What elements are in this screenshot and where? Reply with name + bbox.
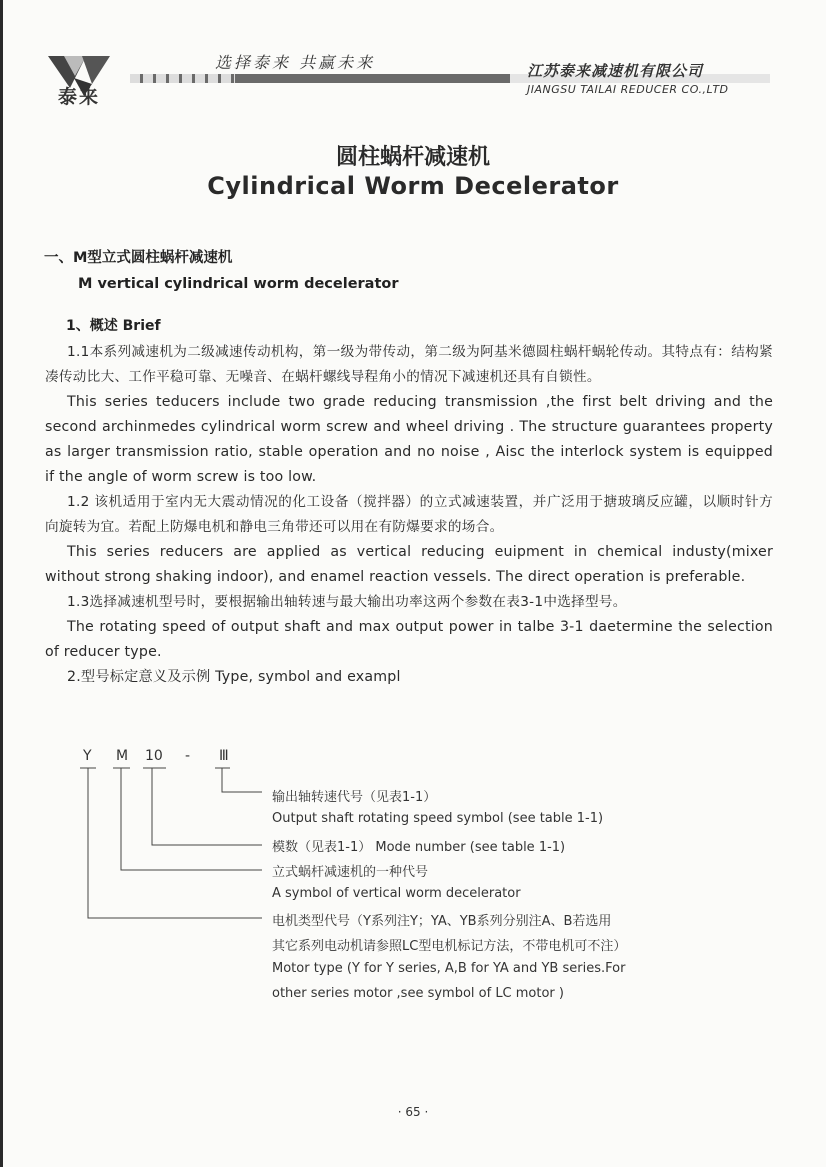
page-header xyxy=(0,0,826,115)
legend-vertical-cn: 立式蜗杆减速机的一种代号 xyxy=(272,865,429,880)
subsection-brief: 1、概述 Brief xyxy=(66,318,161,334)
diagram-lines xyxy=(0,740,826,1020)
section-heading-cn: 一、M型立式圆柱蜗杆减速机 xyxy=(44,250,233,266)
slogan: 选择泰来 共赢未来 xyxy=(215,53,376,72)
legend-speed-cn: 输出轴转速代号（见表1-1） xyxy=(272,790,437,805)
code-dash: - xyxy=(185,748,191,764)
body-text xyxy=(45,340,773,690)
paragraph-1-2-en: This series reducers are applied as vertical reducing euipment in chemical industy(mixer without strong shaking indoor), and enamel reaction vessels. The direct operation is preferable. xyxy=(45,544,773,585)
legend-motor-cn-1: 电机类型代号（Y系列注Y；YA、YB系列分别注A、B若选用 xyxy=(272,914,612,929)
legend-vertical-en: A symbol of vertical worm decelerator xyxy=(272,886,521,901)
legend-motor-en-2: other series motor ,see symbol of LC motor ) xyxy=(272,986,564,1001)
paragraph-1-1-cn: 1.1本系列减速机为二级减速传动机构，第一级为带传动，第二级为阿基米德圆柱蜗杆蜗轮传动。其特点有：结构紧凑传动比大、工作平稳可靠、无噪音、在蜗杆螺线导程角小的情况下减速机还具有自锁性。 xyxy=(45,344,773,385)
type-symbol-diagram xyxy=(0,740,826,1020)
section-heading-en: M vertical cylindrical worm decelerator xyxy=(78,276,399,292)
code-m: M xyxy=(116,748,129,764)
header-bar-squares xyxy=(130,74,235,83)
code-speed: Ⅲ xyxy=(219,748,229,764)
logo-text: 泰来 xyxy=(58,86,101,108)
legend-motor-en-1: Motor type (Y for Y series, A,B for YA and YB series.For xyxy=(272,961,626,976)
page-number: · 65 · xyxy=(397,1105,429,1119)
company-name-en: JIANGSU TAILAI REDUCER CO.,LTD xyxy=(527,83,729,96)
paragraph-1-3-en: The rotating speed of output shaft and max output power in talbe 3-1 daetermine the selection of reducer type. xyxy=(45,619,773,660)
company-name-cn: 江苏泰来减速机有限公司 xyxy=(527,62,704,80)
paragraph-2-heading: 2.型号标定意义及示例 Type, symbol and exampl xyxy=(67,669,401,685)
legend-module: 模数（见表1-1） Mode number (see table 1-1) xyxy=(272,840,566,855)
legend-speed-en: Output shaft rotating speed symbol (see table 1-1) xyxy=(272,811,604,826)
paragraph-1-3-cn: 1.3选择减速机型号时，要根据输出轴转速与最大输出功率这两个参数在表3-1中选择型号。 xyxy=(67,594,627,610)
code-y: Y xyxy=(83,748,92,764)
paragraph-1-1-en: This series teducers include two grade reducing transmission ,the first belt driving and the second archinmedes cylindrical worm screw and wheel driving . The structure guarantees property as larger transmission ratio, stable operation and no noise , Aisc the interlock system is equipped if the angle of worm screw is too low. xyxy=(45,394,773,485)
code-module: 10 xyxy=(145,748,163,764)
page-title-cn: 圆柱蜗杆减速机 xyxy=(335,145,490,170)
page-title-en: Cylindrical Worm Decelerator xyxy=(207,172,619,200)
paragraph-1-2-cn: 1.2 该机适用于室内无大震动情况的化工设备（搅拌器）的立式减速装置，并广泛用于搪玻璃反应罐，以顺时针方向旋转为宜。若配上防爆电机和静电三角带还可以用在有防爆要求的场合。 xyxy=(45,494,773,535)
legend-motor-cn-2: 其它系列电动机请参照LC型电机标记方法，不带电机可不注） xyxy=(272,939,627,954)
